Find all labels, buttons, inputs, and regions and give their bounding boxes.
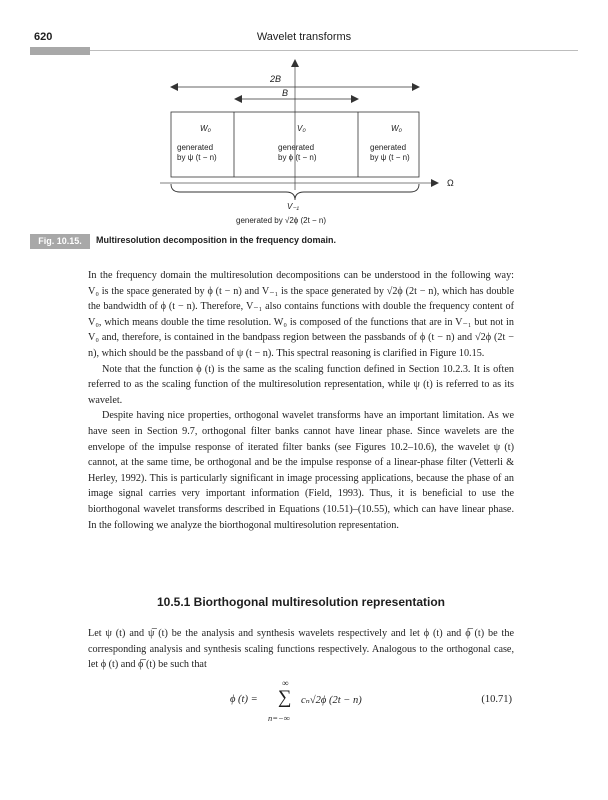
header-rule xyxy=(90,50,578,51)
label-2B: 2B xyxy=(270,74,282,84)
paragraph: Let ψ (t) and ψ̅ (t) be the analysis and synthesis wavelets respectively and let ϕ (t) and ϕ̅ (t) be the corresponding analysis and synthesis scaling functions respectively. Analogous to the orthogonal case, let ϕ (t) and ϕ̅ (t) be such that xyxy=(88,628,514,671)
equation-lhs: ϕ (t) = xyxy=(230,694,258,705)
bottom-space-name: V₋₁ xyxy=(287,202,300,211)
sum-symbol: ∑ xyxy=(278,687,292,708)
paragraph: Note that the function ϕ (t) is the same as the scaling function defined in Section 10.2.3. It is often referred to as the scaling function of the multiresolution representation, while ψ (t) is referred to as its wavelet. xyxy=(88,363,514,406)
band-right-line1: generated xyxy=(370,143,407,152)
band-center-line2: by ϕ (t − n) xyxy=(278,153,317,162)
band-right-line2: by ψ (t − n) xyxy=(370,153,410,162)
sum-lower-limit: n=−∞ xyxy=(268,713,290,723)
sum-upper-limit: ∞ xyxy=(282,678,289,688)
frequency-domain-figure xyxy=(150,60,490,230)
equation-rhs: cₙ√2ϕ (2t − n) xyxy=(301,695,362,706)
band-right-name: W₀ xyxy=(391,124,402,133)
caption-text: Multiresolution decomposition in the frequency domain. xyxy=(96,235,337,245)
bottom-space-line: generated by √2ϕ (2t − n) xyxy=(236,216,327,225)
omega-label: Ω xyxy=(447,178,454,188)
band-left-line2: by ψ (t − n) xyxy=(177,153,217,162)
equation-10-71 xyxy=(88,680,514,728)
body-text xyxy=(88,268,514,533)
page-number: 620 xyxy=(34,31,53,43)
paragraph: In the frequency domain the multiresolution decompositions can be understood in the following way: V₀ is the space generated by ϕ (t − n) and V₋₁ is the space generated by √2ϕ (2t − n), which has double the bandwidth of ϕ (t − n). Therefore, V₋₁ also contains functions with double the frequency content of V₀, which means double the time resolution. W₀ is composed of the functions that are in V₋₁ but not in V₀ and, therefore, is contained in the bandpass region between the passbands of ϕ (t − n) and √2ϕ (2t − n), which should be the passband of ψ (t − n). This spectral reasoning is clarified in Figure 10.15. xyxy=(88,270,514,359)
running-title: Wavelet transforms xyxy=(256,31,352,43)
running-header xyxy=(30,30,578,46)
figure-label: Fig. 10.15. xyxy=(30,234,90,249)
equation-number: (10.71) xyxy=(481,694,512,705)
section-heading: 10.5.1 Biorthogonal multiresolution representation xyxy=(156,595,446,609)
band-left-name: W₀ xyxy=(200,124,211,133)
label-B: B xyxy=(282,88,289,98)
band-left-line1: generated xyxy=(177,143,214,152)
header-bar xyxy=(30,47,90,55)
band-center-name: V₀ xyxy=(297,124,306,133)
figure-caption xyxy=(30,234,578,250)
paragraph: Despite having nice properties, orthogonal wavelet transforms have an important limitation. As we have seen in Section 9.7, orthogonal filter banks cannot have linear phase. Since wavelets are the envelope of the impulse response of iterated filter banks (see Figures 10.2–10.6), the wavelet ψ (t) cannot, at the same time, be orthogonal and be the impulse response of a linear-phase filter (Vetterli & Herley, 1992). This is particularly significant in image processing applications, because the phase of an image signal carries very important information (Field, 1993). Thus, it is beneficial to use the biorthogonal wavelet transforms described in Equations (10.51)–(10.55), which can have linear phase. In the following we analyze the biorthogonal multiresolution representation. xyxy=(88,410,514,531)
band-center-line1: generated xyxy=(278,143,315,152)
section-body xyxy=(88,626,514,673)
